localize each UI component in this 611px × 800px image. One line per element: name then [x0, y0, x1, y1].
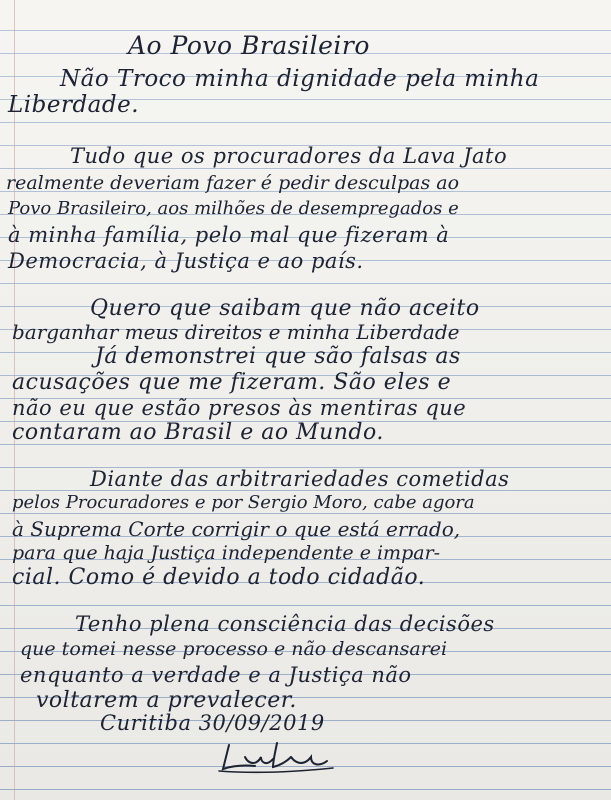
letter-line: Liberdade.: [8, 92, 140, 118]
letter-line: que tomei nesse processo e não descansarei: [20, 638, 448, 660]
letter-line: Quero que saibam que não aceito: [90, 296, 480, 321]
letter-line: barganhar meus direitos e minha Liberdade: [12, 320, 460, 344]
letter-line: cial. Como é devido a todo cidadão.: [12, 565, 426, 590]
letter-line: realmente deveriam fazer é pedir desculpas ao: [6, 172, 460, 194]
letter-line: Tudo que os procuradores da Lava Jato: [70, 144, 508, 168]
letter-line: Já demonstrei que são falsas as: [95, 344, 461, 369]
letter-line: enquanto a verdade e a Justiça não: [20, 663, 412, 687]
letter-line: Tenho plena consciência das decisões: [75, 612, 495, 636]
letter-line: Diante das arbitrariedades cometidas: [90, 467, 510, 491]
letter-line: voltarem a prevalecer.: [36, 688, 297, 713]
place-date: Curitiba 30/09/2019: [100, 711, 325, 735]
letter-line: à Suprema Corte corrigir o que está errado,: [12, 517, 461, 541]
letter-line: pelos Procuradores e por Sergio Moro, cabe agora: [12, 492, 475, 513]
letter-line: não eu que estão presos às mentiras que: [12, 396, 467, 420]
letter-title: Ao Povo Brasileiro: [128, 31, 370, 60]
signature-image: [215, 735, 345, 775]
letter-line: Não Troco minha dignidade pela minha: [60, 66, 540, 92]
letter-line: Democracia, à Justiça e ao país.: [8, 249, 364, 273]
letter-line: Povo Brasileiro, aos milhões de desempregados e: [8, 198, 459, 219]
letter-line: acusações que me fizeram. São eles e: [12, 370, 452, 395]
letter-line: contaram ao Brasil e ao Mundo.: [12, 420, 384, 445]
letter-line: à minha família, pelo mal que fizeram à: [8, 223, 450, 247]
letter-line: para que haja Justiça independente e impar-: [12, 542, 441, 564]
